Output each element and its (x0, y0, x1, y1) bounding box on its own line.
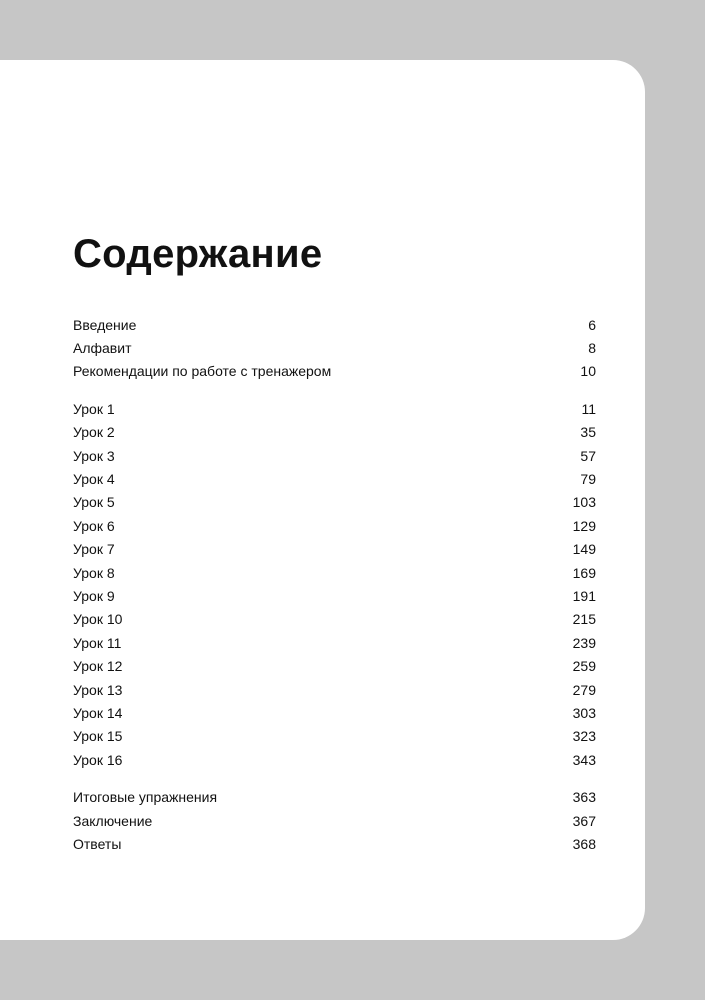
toc-entry-label: Урок 15 (73, 728, 123, 745)
toc-entry-page-number: 343 (572, 751, 596, 768)
toc-entry-page-number: 57 (580, 447, 596, 464)
toc-entry[interactable] (73, 467, 596, 490)
toc-entry-label: Урок 4 (73, 471, 115, 488)
toc-entry-label: Урок 3 (73, 447, 115, 464)
toc-entry-label: Урок 1 (73, 400, 115, 417)
toc-entry-label: Заключение (73, 812, 153, 829)
table-of-contents (73, 313, 596, 856)
toc-entry-label: Урок 14 (73, 704, 123, 721)
toc-entry-page-number: 6 (588, 316, 596, 333)
toc-entry-page-number: 215 (572, 611, 596, 628)
toc-entry-page-number: 103 (572, 494, 596, 511)
toc-entry-label: Итоговые упражнения (73, 789, 218, 806)
document-page (0, 60, 645, 940)
toc-entry[interactable] (73, 748, 596, 771)
toc-entry-label: Ответы (73, 835, 122, 852)
toc-entry-label: Урок 7 (73, 541, 115, 558)
toc-entry-page-number: 79 (580, 471, 596, 488)
toc-entry[interactable] (73, 725, 596, 748)
toc-entry[interactable] (73, 785, 596, 808)
toc-entry[interactable] (73, 809, 596, 832)
toc-entry-label: Урок 11 (73, 634, 122, 651)
toc-entry-page-number: 368 (572, 835, 596, 852)
toc-entry-label: Введение (73, 316, 137, 333)
toc-entry[interactable] (73, 584, 596, 607)
toc-entry-label: Урок 2 (73, 424, 115, 441)
toc-entry[interactable] (73, 336, 596, 359)
toc-entry-label: Урок 13 (73, 681, 123, 698)
toc-entry[interactable] (73, 514, 596, 537)
toc-entry-label: Урок 5 (73, 494, 115, 511)
toc-entry-label: Алфавит (73, 340, 132, 357)
toc-entry[interactable] (73, 701, 596, 724)
toc-group (73, 397, 596, 771)
toc-entry-page-number: 129 (572, 517, 596, 534)
toc-entry[interactable] (73, 608, 596, 631)
toc-entry-page-number: 191 (572, 587, 596, 604)
toc-entry-page-number: 149 (572, 541, 596, 558)
toc-entry-page-number: 279 (572, 681, 596, 698)
toc-entry[interactable] (73, 421, 596, 444)
toc-entry-page-number: 239 (572, 634, 596, 651)
toc-entry-page-number: 363 (572, 789, 596, 806)
toc-entry-label: Рекомендации по работе с тренажером (73, 363, 332, 380)
toc-entry[interactable] (73, 832, 596, 855)
toc-entry-label: Урок 16 (73, 751, 123, 768)
toc-entry-page-number: 367 (572, 812, 596, 829)
toc-entry-label: Урок 12 (73, 658, 123, 675)
toc-entry[interactable] (73, 561, 596, 584)
toc-entry-page-number: 8 (588, 340, 596, 357)
toc-entry[interactable] (73, 444, 596, 467)
toc-entry[interactable] (73, 538, 596, 561)
toc-entry-label: Урок 6 (73, 517, 115, 534)
toc-entry-page-number: 303 (572, 704, 596, 721)
toc-entry-page-number: 169 (572, 564, 596, 581)
toc-entry[interactable] (73, 631, 596, 654)
toc-entry-page-number: 259 (572, 658, 596, 675)
toc-entry-page-number: 35 (580, 424, 596, 441)
toc-group (73, 313, 596, 383)
toc-group (73, 785, 596, 855)
toc-entry[interactable] (73, 678, 596, 701)
toc-entry-page-number: 11 (581, 400, 596, 417)
toc-entry[interactable] (73, 313, 596, 336)
toc-entry-page-number: 10 (580, 363, 596, 380)
toc-entry[interactable] (73, 491, 596, 514)
toc-entry[interactable] (73, 397, 596, 420)
toc-entry[interactable] (73, 360, 596, 383)
toc-entry-label: Урок 9 (73, 587, 115, 604)
page-title: Содержание (73, 232, 323, 276)
toc-entry-label: Урок 8 (73, 564, 115, 581)
toc-entry-page-number: 323 (572, 728, 596, 745)
toc-entry-label: Урок 10 (73, 611, 123, 628)
toc-entry[interactable] (73, 654, 596, 677)
